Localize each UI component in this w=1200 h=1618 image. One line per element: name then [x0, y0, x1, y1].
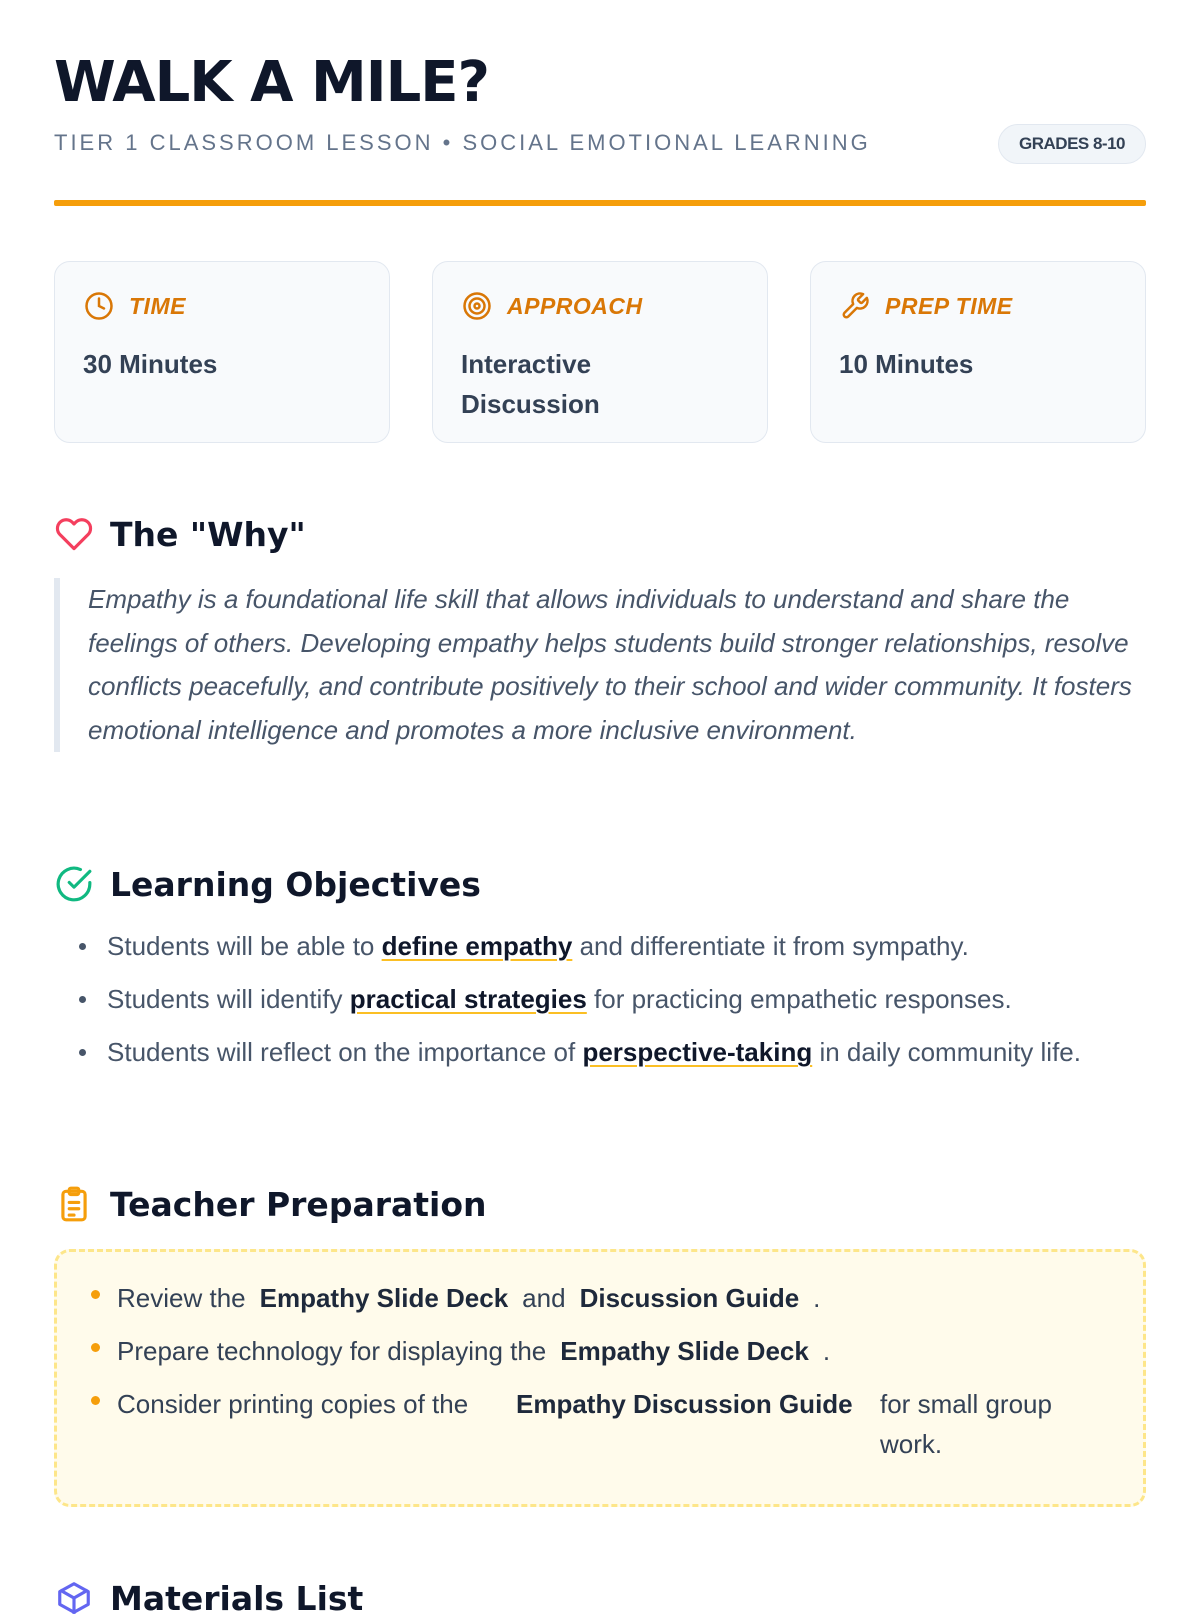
clipboard-icon: [54, 1184, 94, 1224]
why-quote: Empathy is a foundational life skill that allows individuals to understand and share the feelings of others. Developing empathy helps students build stronger relationships, resolve conflicts peacefully, and contribute positively to their school and wider community. It fosters emotional intelligence and promotes a more inclusive environment.: [54, 578, 1146, 752]
material-name: Discussion Guide: [579, 1283, 800, 1313]
objective-highlight: define empathy: [381, 931, 573, 961]
check-circle-icon: [54, 864, 94, 904]
list-item: Review the Empathy Slide Deck and Discussion Guide .: [91, 1278, 1109, 1318]
objective-highlight: practical strategies: [349, 984, 587, 1014]
prep-time-card: [810, 261, 1146, 443]
time-value: 30 Minutes: [83, 349, 218, 379]
materials-title: Materials List: [110, 1578, 364, 1618]
wrench-icon: [839, 290, 871, 322]
clock-icon: [83, 290, 115, 322]
objectives-section-header: [54, 864, 481, 904]
page-title: WALK A MILE?: [54, 50, 489, 115]
objectives-list: [54, 926, 1146, 1085]
list-item: Students will identify practical strategies for practicing empathetic responses.: [54, 979, 1146, 1019]
list-item: Prepare technology for displaying the Empathy Slide Deck .: [91, 1331, 1109, 1371]
objectives-title: Learning Objectives: [110, 864, 481, 904]
approach-label: APPROACH: [507, 292, 643, 319]
prep-time-value: 10 Minutes: [839, 349, 974, 379]
grade-badge: GRADES 8-10: [998, 124, 1146, 164]
material-name: Empathy Slide Deck: [259, 1283, 509, 1313]
heart-icon: [54, 514, 94, 554]
approach-card: [432, 261, 768, 443]
approach-value: Interactive Discussion: [461, 349, 600, 419]
prep-time-label: PREP TIME: [885, 292, 1013, 319]
prep-section-header: [54, 1184, 487, 1224]
material-name: Empathy Discussion Guide: [516, 1389, 853, 1419]
time-label: TIME: [129, 292, 186, 319]
objective-highlight: perspective-taking: [582, 1037, 813, 1067]
why-title: The "Why": [110, 514, 306, 554]
target-icon: [461, 290, 493, 322]
cube-icon: [54, 1578, 94, 1618]
prep-title: Teacher Preparation: [110, 1184, 487, 1224]
prep-box: [54, 1249, 1146, 1507]
material-name: Empathy Slide Deck: [560, 1336, 809, 1366]
list-item: Consider printing copies of the Empathy Discussion Guide for small group work.: [91, 1384, 1109, 1464]
time-card: [54, 261, 390, 443]
page-subtitle: TIER 1 CLASSROOM LESSON • SOCIAL EMOTIONAL LEARNING: [54, 130, 871, 155]
header-divider: [54, 200, 1146, 206]
info-cards: [54, 261, 1146, 443]
why-section-header: [54, 514, 306, 554]
list-item: Students will reflect on the importance of perspective-taking in daily community life.: [54, 1032, 1146, 1072]
materials-section-header: [54, 1578, 363, 1618]
list-item: Students will be able to define empathy and differentiate it from sympathy.: [54, 926, 1146, 966]
